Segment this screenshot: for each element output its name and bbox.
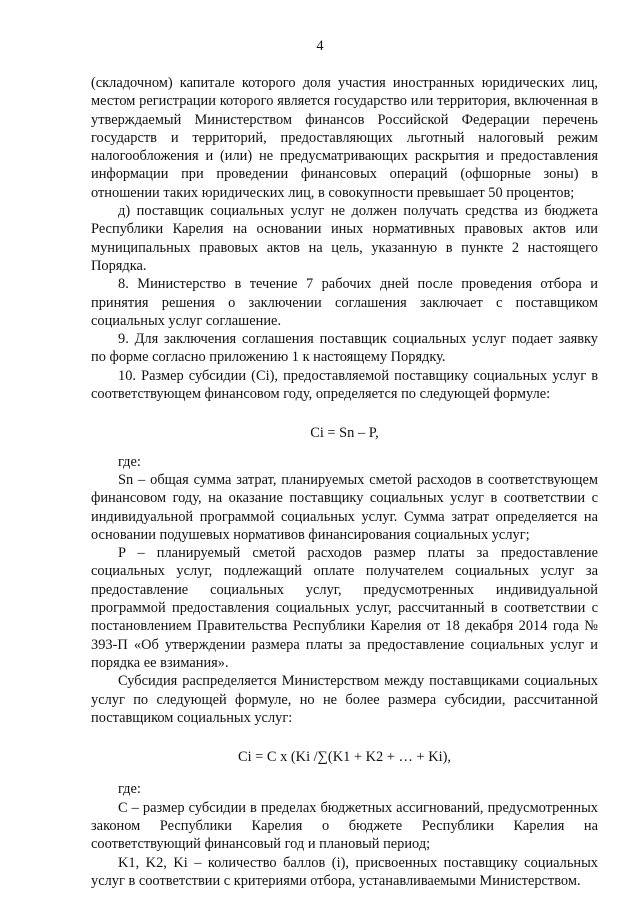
paragraph-item-d: д) поставщик социальных услуг не должен получать средства из бюджета Республики Карелия на основании иных нормативных правовых актов или муниципальных правовых актов на цель, указанную в пункте 2 настоящего Порядка. (91, 203, 598, 274)
formula-1: Ci = Sn – P, (310, 425, 379, 442)
paragraph-9: 9. Для заключения соглашения поставщик социальных услуг подает заявку по форме согласно приложению 1 к настоящему Порядку. (91, 331, 598, 366)
paragraph-distribution: Субсидия распределяется Министерством между поставщиками социальных услуг по следующей формуле, но не более размера субсидии, рассчитанной поставщиком социальных услуг: (91, 673, 598, 726)
page-number: 4 (316, 38, 324, 54)
where-label-1: где: (118, 453, 141, 470)
paragraph-8: 8. Министерство в течение 7 рабочих дней после проведения отбора и принятия решения о заключении соглашения заключает с поставщиком социальных услуг соглашение. (91, 276, 598, 329)
definition-sn: Sn – общая сумма затрат, планируемых сметой расходов в соответствующем финансовом году, на оказание поставщику социальных услуг в соответствии с индивидуальной программой социальных услуг. Сумма затрат определяется на основании подушевых нормативов финансирования социальных услуг; (91, 471, 598, 543)
formula-2: Ci = C x (Ki /∑(K1 + K2 + … + Ki), (237, 749, 451, 766)
where-label-2: где: (118, 781, 141, 798)
paragraph-continuation: (складочном) капитале которого доля участия иностранных юридических лиц, местом регистрации которого является государство или территория, включенная в утверждаемый Министерством финансов Российской Федерации перечень государств и территорий, предоставляющих льготный налоговый режим налогообложения и (или) не предусматривающих раскрытия и предоставления информации при проведении финансовых операций (офшорные зоны) в отношении таких юридических лиц, в совокупности превышает 50 процентов; (91, 75, 598, 201)
paragraph-10: 10. Размер субсидии (Ci), предоставляемой поставщику социальных услуг в соответствующем финансовом году, определяется по следующей формуле: (91, 367, 598, 403)
definition-p: P – планируемый сметой расходов размер платы за предоставление социальных услуг, подлежащий оплате получателем социальных услуг за предоставление социальных услуг, предусмотренных индивидуальной программой предоставления социальных услуг, рассчитанный в соответствии с постановлением Правительства Республики Карелия от 18 декабря 2014 года № 393-П «Об утверждении размера платы за предоставление социальных услуг и порядка ее взимания». (91, 545, 598, 671)
document-body (91, 74, 598, 890)
definition-c: C – размер субсидии в пределах бюджетных ассигнований, предусмотренных законом Республики Карелия о бюджете Республики Карелия на соответствующий финансовый год и плановый период; (91, 799, 598, 853)
definition-k: K1, K2, Ki – количество баллов (i), присвоенных поставщику социальных услуг в соответствии с критериями отбора, устанавливаемыми Министерством. (91, 854, 598, 889)
